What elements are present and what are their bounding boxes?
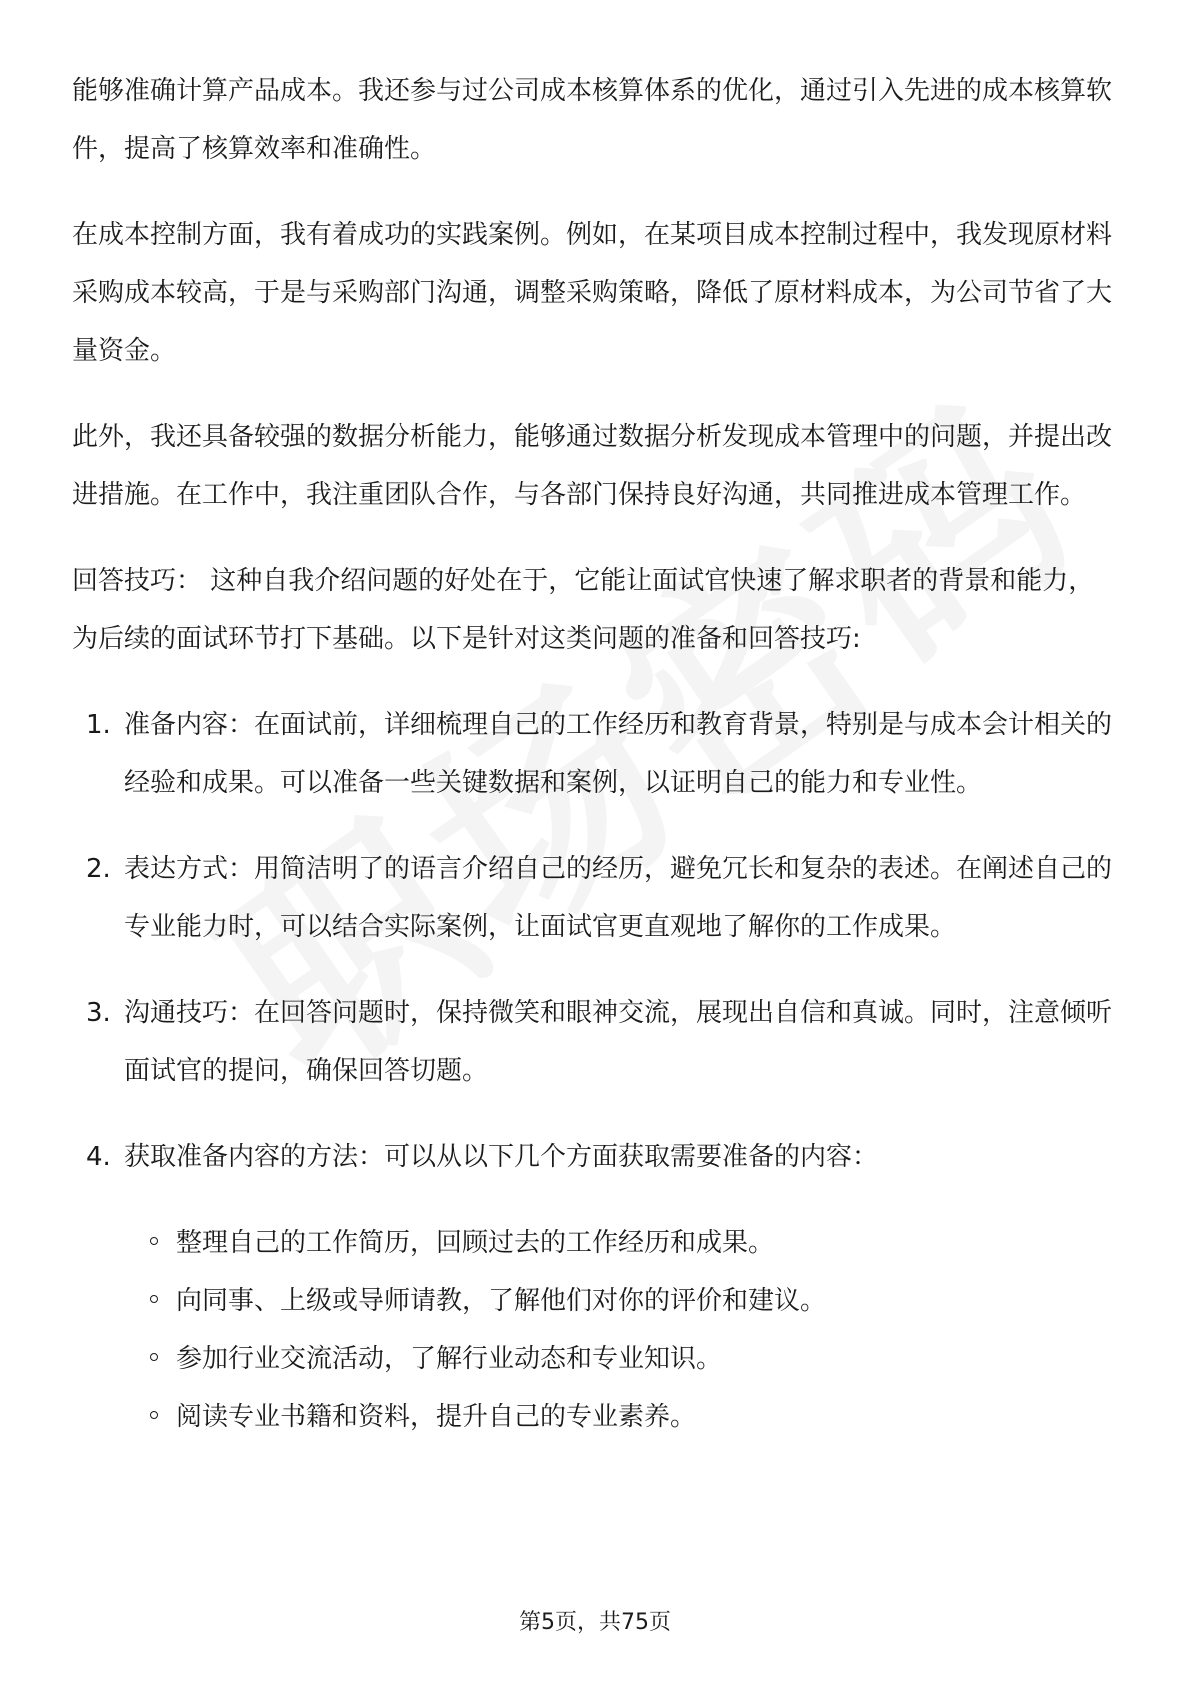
paragraph: 此外，我还具备较强的数据分析能力，能够通过数据分析发现成本管理中的问题，并提出改进措施。在工作中，我注重团队合作，与各部门保持良好沟通，共同推进成本管理工作。: [72, 422, 1113, 510]
list-number: 1.: [86, 710, 111, 740]
list-item: [72, 1128, 1118, 1446]
paragraph-answer-tips: 回答技巧： 这种自我介绍问题的好处在于，它能让面试官快速了解求职者的背景和能力，为后续的面试环节打下基础。以下是针对这类问题的准备和回答技巧:: [72, 566, 1095, 654]
sub-list-item-text: 参加行业交流活动，了解行业动态和专业知识。: [176, 1344, 723, 1374]
list-item-text: 获取准备内容的方法：可以从以下几个方面获取需要准备的内容：: [124, 1142, 879, 1172]
list-item-text: 表达方式：用简洁明了的语言介绍自己的经历，避免冗长和复杂的表述。在阐述自己的专业能力时，可以结合实际案例，让面试官更直观地了解你的工作成果。: [124, 854, 1113, 942]
sub-list-item: [124, 1388, 1118, 1446]
sub-list-item-text: 向同事、上级或导师请教，了解他们对你的评价和建议。: [176, 1286, 827, 1316]
circle-bullet-icon: [150, 1295, 158, 1303]
circle-bullet-icon: [150, 1353, 158, 1361]
sub-list-item-text: 整理自己的工作简历，回顾过去的工作经历和成果。: [176, 1228, 775, 1258]
document-body: [72, 62, 1118, 1474]
sub-list-item: [124, 1214, 1118, 1272]
list-number: 3.: [86, 998, 111, 1028]
list-item-text: 沟通技巧：在回答问题时，保持微笑和眼神交流，展现出自信和真诚。同时，注意倾听面试官的提问，确保回答切题。: [124, 998, 1113, 1086]
list-number: 2.: [86, 854, 111, 884]
sub-list-item: [124, 1330, 1118, 1388]
numbered-list: [72, 696, 1118, 1446]
sub-list-item: [124, 1272, 1118, 1330]
list-item: [72, 696, 1118, 812]
circle-bullet-icon: [150, 1411, 158, 1419]
list-item: [72, 984, 1118, 1100]
sub-list-item-text: 阅读专业书籍和资料，提升自己的专业素养。: [176, 1402, 697, 1432]
paragraph: 能够准确计算产品成本。我还参与过公司成本核算体系的优化，通过引入先进的成本核算软件，提高了核算效率和准确性。: [72, 76, 1113, 164]
list-item: [72, 840, 1118, 956]
sub-list: [124, 1214, 1118, 1446]
circle-bullet-icon: [150, 1237, 158, 1245]
list-number: 4.: [86, 1142, 111, 1172]
page-number-footer: 第5页，共75页: [519, 1610, 671, 1635]
paragraph: 在成本控制方面，我有着成功的实践案例。例如，在某项目成本控制过程中，我发现原材料采购成本较高，于是与采购部门沟通，调整采购策略，降低了原材料成本，为公司节省了大量资金。: [72, 220, 1113, 366]
list-item-text: 准备内容：在面试前，详细梳理自己的工作经历和教育背景，特别是与成本会计相关的经验和成果。可以准备一些关键数据和案例，以证明自己的能力和专业性。: [124, 710, 1113, 798]
